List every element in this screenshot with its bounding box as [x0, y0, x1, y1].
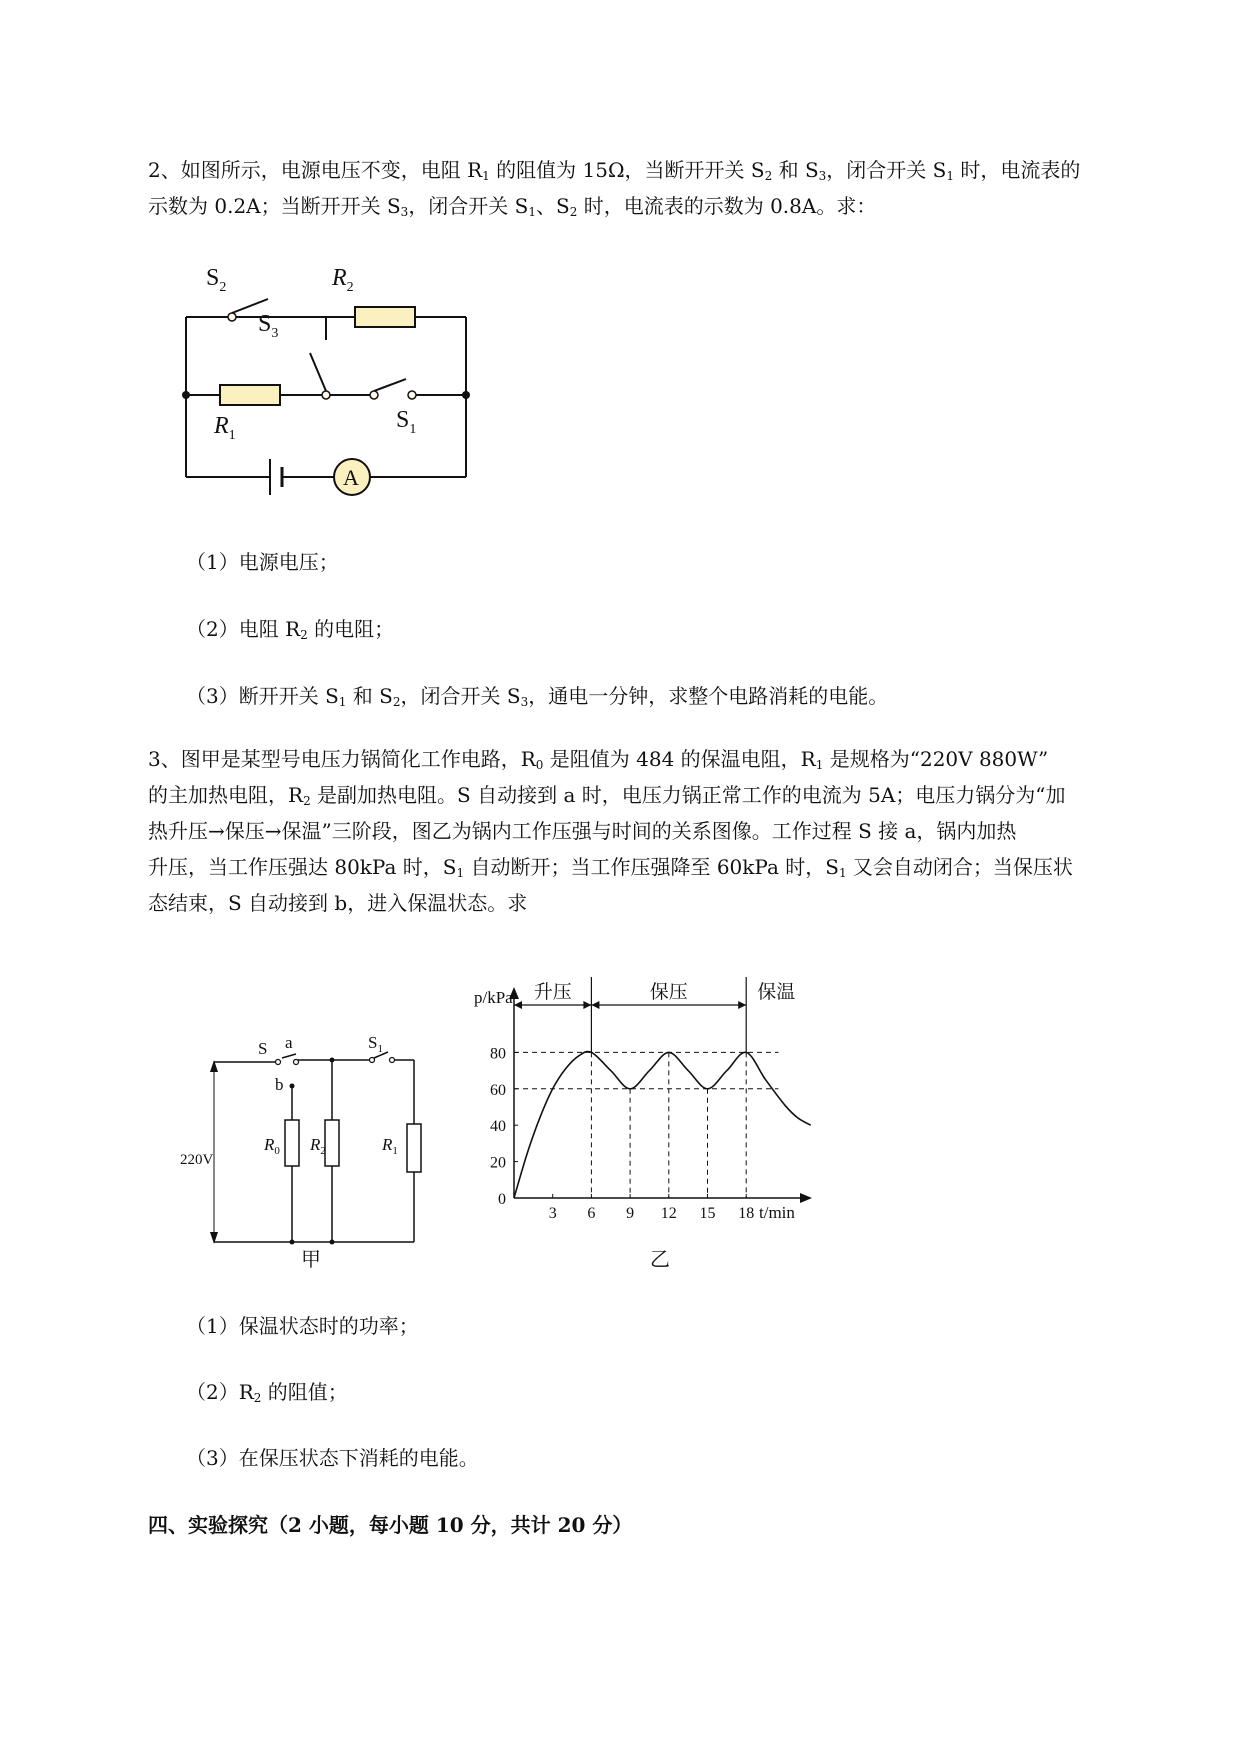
- y-axis-label: p/kPa: [474, 988, 513, 1007]
- q3-fig-yi-caption: 乙: [650, 1247, 670, 1271]
- x-tick-label: 6: [587, 1205, 596, 1222]
- q3-r1-label: $R_1$: [382, 1135, 398, 1157]
- x-tick-label: 18: [738, 1205, 755, 1222]
- q3-r2-label: $R_2$: [310, 1135, 326, 1157]
- q3-voltage-label: 220V: [180, 1152, 214, 1168]
- q3-s-label: S: [258, 1039, 268, 1058]
- phase-arrow-hold-head-left: [591, 1001, 599, 1009]
- q3-a-label: a: [285, 1033, 293, 1052]
- x-tick-label: 12: [660, 1205, 677, 1222]
- q3-line-3: 热升压→保压→保温”三阶段，图乙为锅内工作压强与时间的关系图像。工作过程 S 接 a，锅内加热: [148, 819, 1017, 843]
- q2-sub-2: （2）电阻 $R_2$ 的电阻；: [186, 617, 395, 642]
- q2-ammeter-label: A: [343, 465, 359, 490]
- x-axis-arrow: [800, 1193, 812, 1203]
- q2-s3-label: $S_3$: [258, 311, 279, 341]
- q3-circuit-jia: [180, 1020, 440, 1280]
- q3-r0-label: $R_0$: [264, 1135, 280, 1157]
- q3-line-2: 的主加热电阻，$R_2$ 是副加热电阻。S 自动接到 a 时，电压力锅正常工作的电流为 5A；电压力锅分为“加: [148, 783, 1066, 808]
- q2-r2-label: $R_2$: [332, 265, 354, 295]
- y-tick-label: 80: [490, 1045, 506, 1063]
- phase-label: 升压: [533, 982, 572, 1003]
- q3-line-5: 态结束，S 自动接到 b，进入保温状态。求: [148, 891, 528, 915]
- q3-sub-3: （3）在保压状态下消耗的电能。: [186, 1446, 479, 1470]
- q3-stem: [148, 741, 1138, 921]
- x-tick-label: 3: [548, 1205, 557, 1222]
- y-tick-label: 60: [490, 1081, 506, 1099]
- x-tick-label: 9: [626, 1205, 635, 1222]
- x-axis-label: t/min: [759, 1203, 795, 1222]
- phase-arrow-boost-head-right: [583, 1001, 591, 1009]
- q2-line-1: 2、如图所示，电源电压不变，电阻 $R_1$ 的阻值为 15Ω，当断开开关 $S_2$ 和 $S_3$，闭合开关 $S_1$ 时，电流表的: [148, 158, 1081, 183]
- q3-line-1: 3、图甲是某型号电压力锅简化工作电路，$R_0$ 是阻值为 484 的保温电阻，$R_1$ 是规格为“220V 880W”: [148, 747, 1049, 772]
- q2-circuit-diagram: [170, 255, 490, 525]
- phase-arrow-boost-head-left: [514, 1001, 522, 1009]
- phase-arrow-hold-head-right: [738, 1001, 746, 1009]
- phase-label: 保压: [649, 982, 688, 1003]
- x-tick-label: 15: [699, 1205, 716, 1222]
- q2-stem: [148, 152, 1138, 224]
- q3-pressure-chart: [440, 975, 840, 1235]
- q2-sub-1: （1）电源电压；: [186, 550, 339, 574]
- q2-sub-3: （3）断开开关 $S_1$ 和 $S_2$，闭合开关 $S_3$，通电一分钟，求整个电路消耗的电能。: [186, 684, 889, 709]
- q3-s1-label: $S_1$: [368, 1033, 383, 1055]
- y-tick-label: 40: [490, 1118, 506, 1136]
- q2-line-2: 示数为 0.2A；当断开开关 $S_3$，闭合开关 $S_1$、$S_2$ 时，电流表的示数为 0.8A。求：: [148, 194, 877, 219]
- q3-b-label: b: [275, 1075, 284, 1094]
- pressure-curve: [514, 1052, 811, 1198]
- q3-sub-1: （1）保温状态时的功率；: [186, 1314, 419, 1338]
- q2-s1-label: $S_1$: [396, 407, 417, 437]
- phase-label: 保温: [757, 982, 796, 1003]
- section-heading: 四、实验探究（2 小题，每小题 10 分，共计 20 分）: [148, 1513, 633, 1537]
- q3-line-4: 升压，当工作压强达 80kPa 时，$S_1$ 自动断开；当工作压强降至 60kPa 时，$S_1$ 又会自动闭合；当保压状: [148, 855, 1073, 880]
- q2-s2-label: $S_2$: [206, 265, 227, 295]
- q3-sub-2: $(2)R_2$ 的阻值；: [186, 1380, 348, 1405]
- q3-fig-jia-caption: 甲: [301, 1247, 321, 1271]
- y-tick-label: 0: [498, 1191, 506, 1208]
- y-tick-label: 20: [490, 1154, 506, 1172]
- q2-r1-label: $R_1$: [214, 413, 236, 443]
